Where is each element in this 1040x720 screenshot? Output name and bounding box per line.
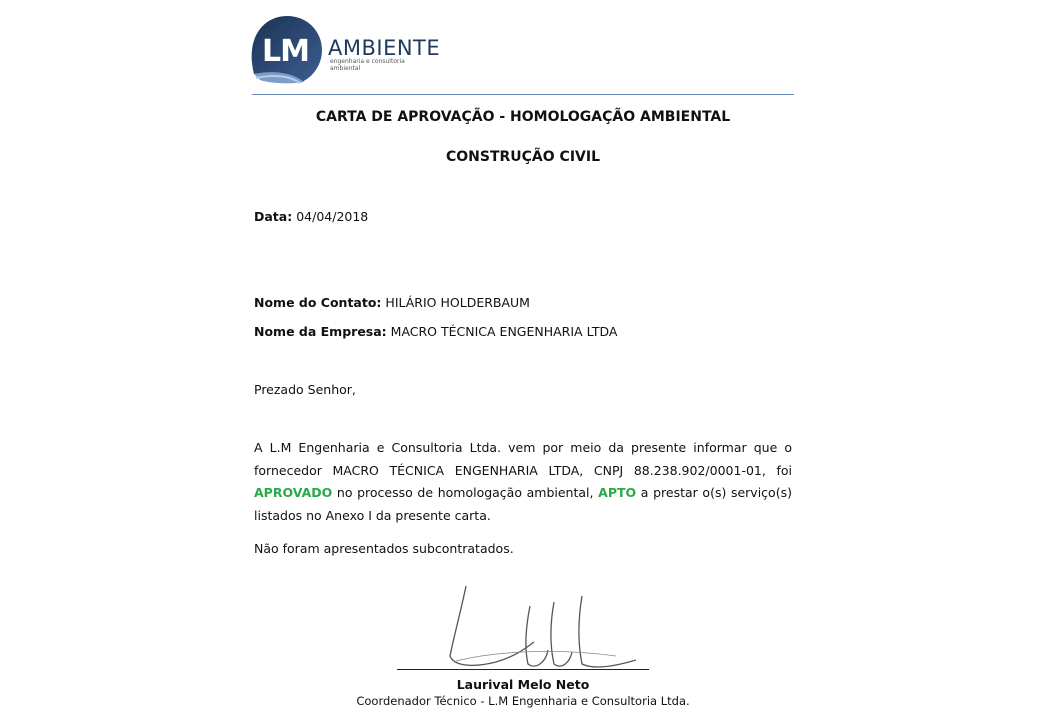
body-part-1: A L.M Engenharia e Consultoria Ltda. vem por meio da presente informar que o fornecedor MACRO TÉCNICA ENGENHARIA LTDA, CNPJ 88.238.902/0001-01, foi	[254, 440, 792, 478]
signer-role: Coordenador Técnico - L.M Engenharia e Consultoria Ltda.	[356, 694, 690, 708]
handwritten-signature	[436, 566, 656, 676]
logo-emblem	[250, 14, 324, 84]
letter-title: CARTA DE APROVAÇÃO - HOMOLOGAÇÃO AMBIENTAL	[315, 109, 731, 125]
date-label: Data:	[254, 209, 293, 224]
greeting: Prezado Senhor,	[254, 382, 356, 397]
company-logo	[250, 14, 441, 86]
contact-line	[254, 292, 794, 314]
body-part-2: no processo de homologação ambiental,	[336, 485, 594, 500]
contact-value: HILÁRIO HOLDERBAUM	[385, 295, 530, 310]
header-divider	[252, 94, 794, 95]
logo-initials: LM	[262, 34, 309, 69]
letter-subtitle: CONSTRUÇÃO CIVIL	[445, 149, 600, 165]
company-label: Nome da Empresa:	[254, 324, 387, 339]
logo-name: AMBIENTE	[328, 36, 441, 60]
logo-tagline: engenharia e consultoria ambiental	[330, 58, 405, 72]
letter-body	[254, 437, 792, 527]
approval-status: APROVADO	[254, 485, 333, 500]
subcontractor-note: Não foram apresentados subcontratados.	[254, 541, 514, 556]
contact-label: Nome do Contato:	[254, 295, 382, 310]
date-line	[254, 206, 794, 228]
fit-status: APTO	[598, 485, 637, 500]
company-line	[254, 321, 794, 343]
signature-icon	[436, 566, 656, 676]
company-value: MACRO TÉCNICA ENGENHARIA LTDA	[390, 324, 618, 339]
body-part-3: a prestar o(s) serviço(s) listados no Anexo I da presente carta.	[254, 485, 792, 523]
signer-name: Laurival Melo Neto	[456, 677, 590, 692]
signature-line	[397, 669, 649, 670]
date-value: 04/04/2018	[296, 209, 369, 224]
